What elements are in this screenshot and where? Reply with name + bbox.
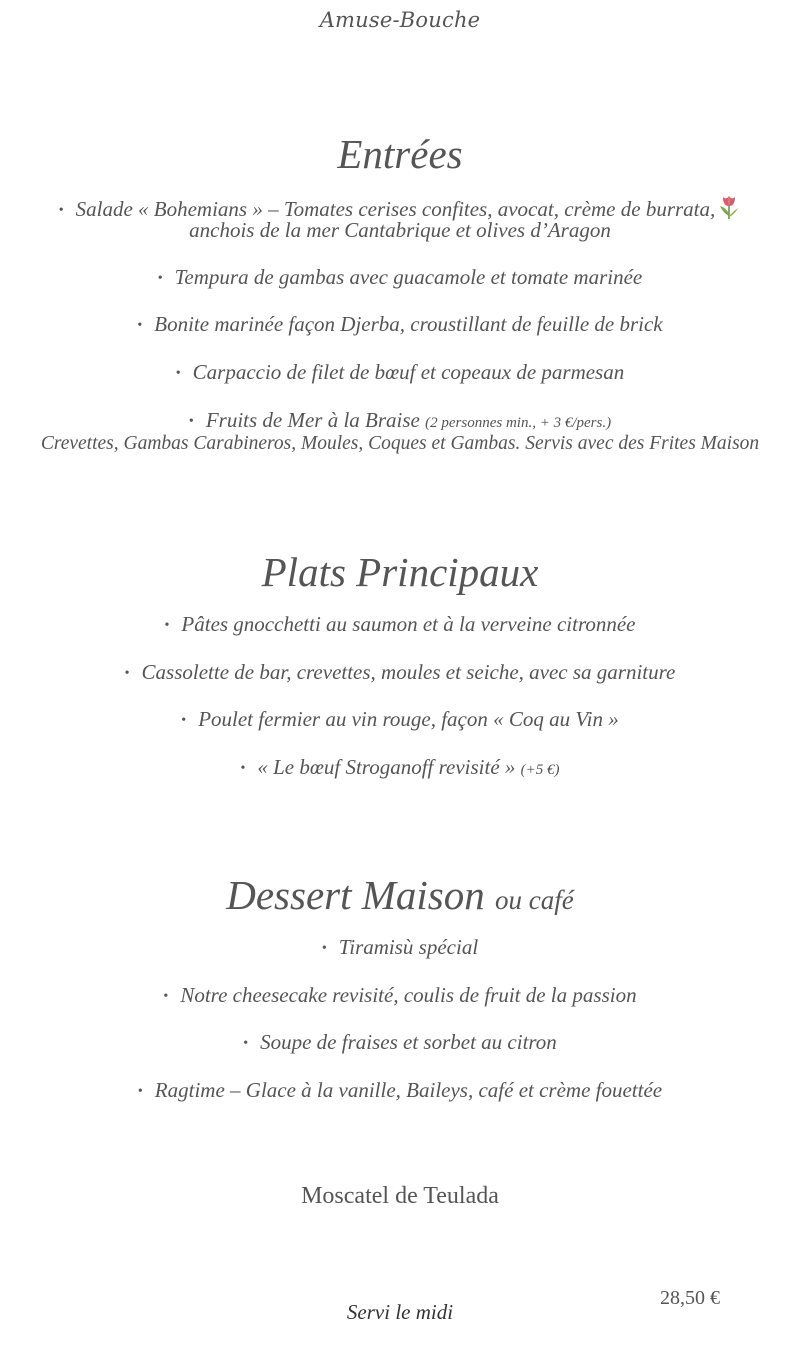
dessert-title: Dessert Maison xyxy=(226,872,485,918)
dessert-heading xyxy=(0,872,800,918)
item-text: Tiramisù spécial xyxy=(338,935,479,959)
list-item xyxy=(0,265,800,291)
bullet: • xyxy=(164,618,170,633)
item-text-line2: anchois de la mer Cantabrique et olives d’Aragon xyxy=(189,218,611,242)
bullet: • xyxy=(157,271,163,286)
bullet: • xyxy=(243,1036,249,1051)
amuse-bouche-label: Amuse-Bouche xyxy=(319,8,481,32)
list-item xyxy=(0,312,800,338)
list-item xyxy=(0,360,800,386)
entrees-heading: Entrées xyxy=(337,131,463,177)
item-note: (+5 €) xyxy=(520,762,560,778)
item-text: Tempura de gambas avec guacamole et tomate marinée xyxy=(174,265,643,289)
item-text: Bonite marinée façon Djerba, croustillant de feuille de brick xyxy=(154,312,663,336)
item-text: Fruits de Mer à la Braise xyxy=(205,408,420,432)
item-text: Carpaccio de filet de bœuf et copeaux de parmesan xyxy=(192,360,625,384)
list-item xyxy=(0,707,800,733)
bullet: • xyxy=(321,941,327,956)
list-item xyxy=(0,660,800,686)
list-item xyxy=(0,1030,800,1056)
item-text: Pâtes gnocchetti au saumon et à la verveine citronnée xyxy=(181,612,636,636)
dessert-title-suffix: ou café xyxy=(495,885,574,915)
list-item xyxy=(0,755,800,782)
list-item xyxy=(0,612,800,638)
list-item xyxy=(0,935,800,961)
bullet: • xyxy=(163,989,169,1004)
bullet: • xyxy=(137,1084,143,1099)
item-note: (2 personnes min., + 3 €/pers.) xyxy=(425,415,612,431)
item-text: Cassolette de bar, crevettes, moules et seiche, avec sa garniture xyxy=(141,660,676,684)
item-text: Notre cheesecake revisité, coulis de fruit de la passion xyxy=(180,983,637,1007)
plats-heading: Plats Principaux xyxy=(261,549,539,595)
bullet: • xyxy=(240,761,246,776)
served-note: Servi le midi xyxy=(346,1300,454,1324)
item-text: Ragtime – Glace à la vanille, Baileys, café et crème fouettée xyxy=(154,1078,663,1102)
item-text: Poulet fermier au vin rouge, façon « Coq au Vin » xyxy=(198,707,619,731)
price-label: 28,50 € xyxy=(660,1287,720,1309)
moscatel-label: Moscatel de Teulada xyxy=(301,1183,499,1209)
list-item xyxy=(0,983,800,1009)
bullet: • xyxy=(175,366,181,381)
bullet: • xyxy=(137,318,143,333)
tulip-icon xyxy=(717,194,741,220)
item-text: Salade « Bohemians » – Tomates cerises confites, avocat, crème de burrata, xyxy=(75,197,716,221)
item-text: « Le bœuf Stroganoff revisité » xyxy=(257,755,516,779)
item-text-line2: Crevettes, Gambas Carabineros, Moules, Coques et Gambas. Servis avec des Frites Maison xyxy=(40,433,760,454)
bullet: • xyxy=(188,414,194,429)
bullet: • xyxy=(58,203,64,218)
bullet: • xyxy=(181,713,187,728)
item-text: Soupe de fraises et sorbet au citron xyxy=(260,1030,557,1054)
bullet: • xyxy=(124,666,130,681)
list-item xyxy=(0,1078,800,1104)
list-item xyxy=(0,408,800,435)
